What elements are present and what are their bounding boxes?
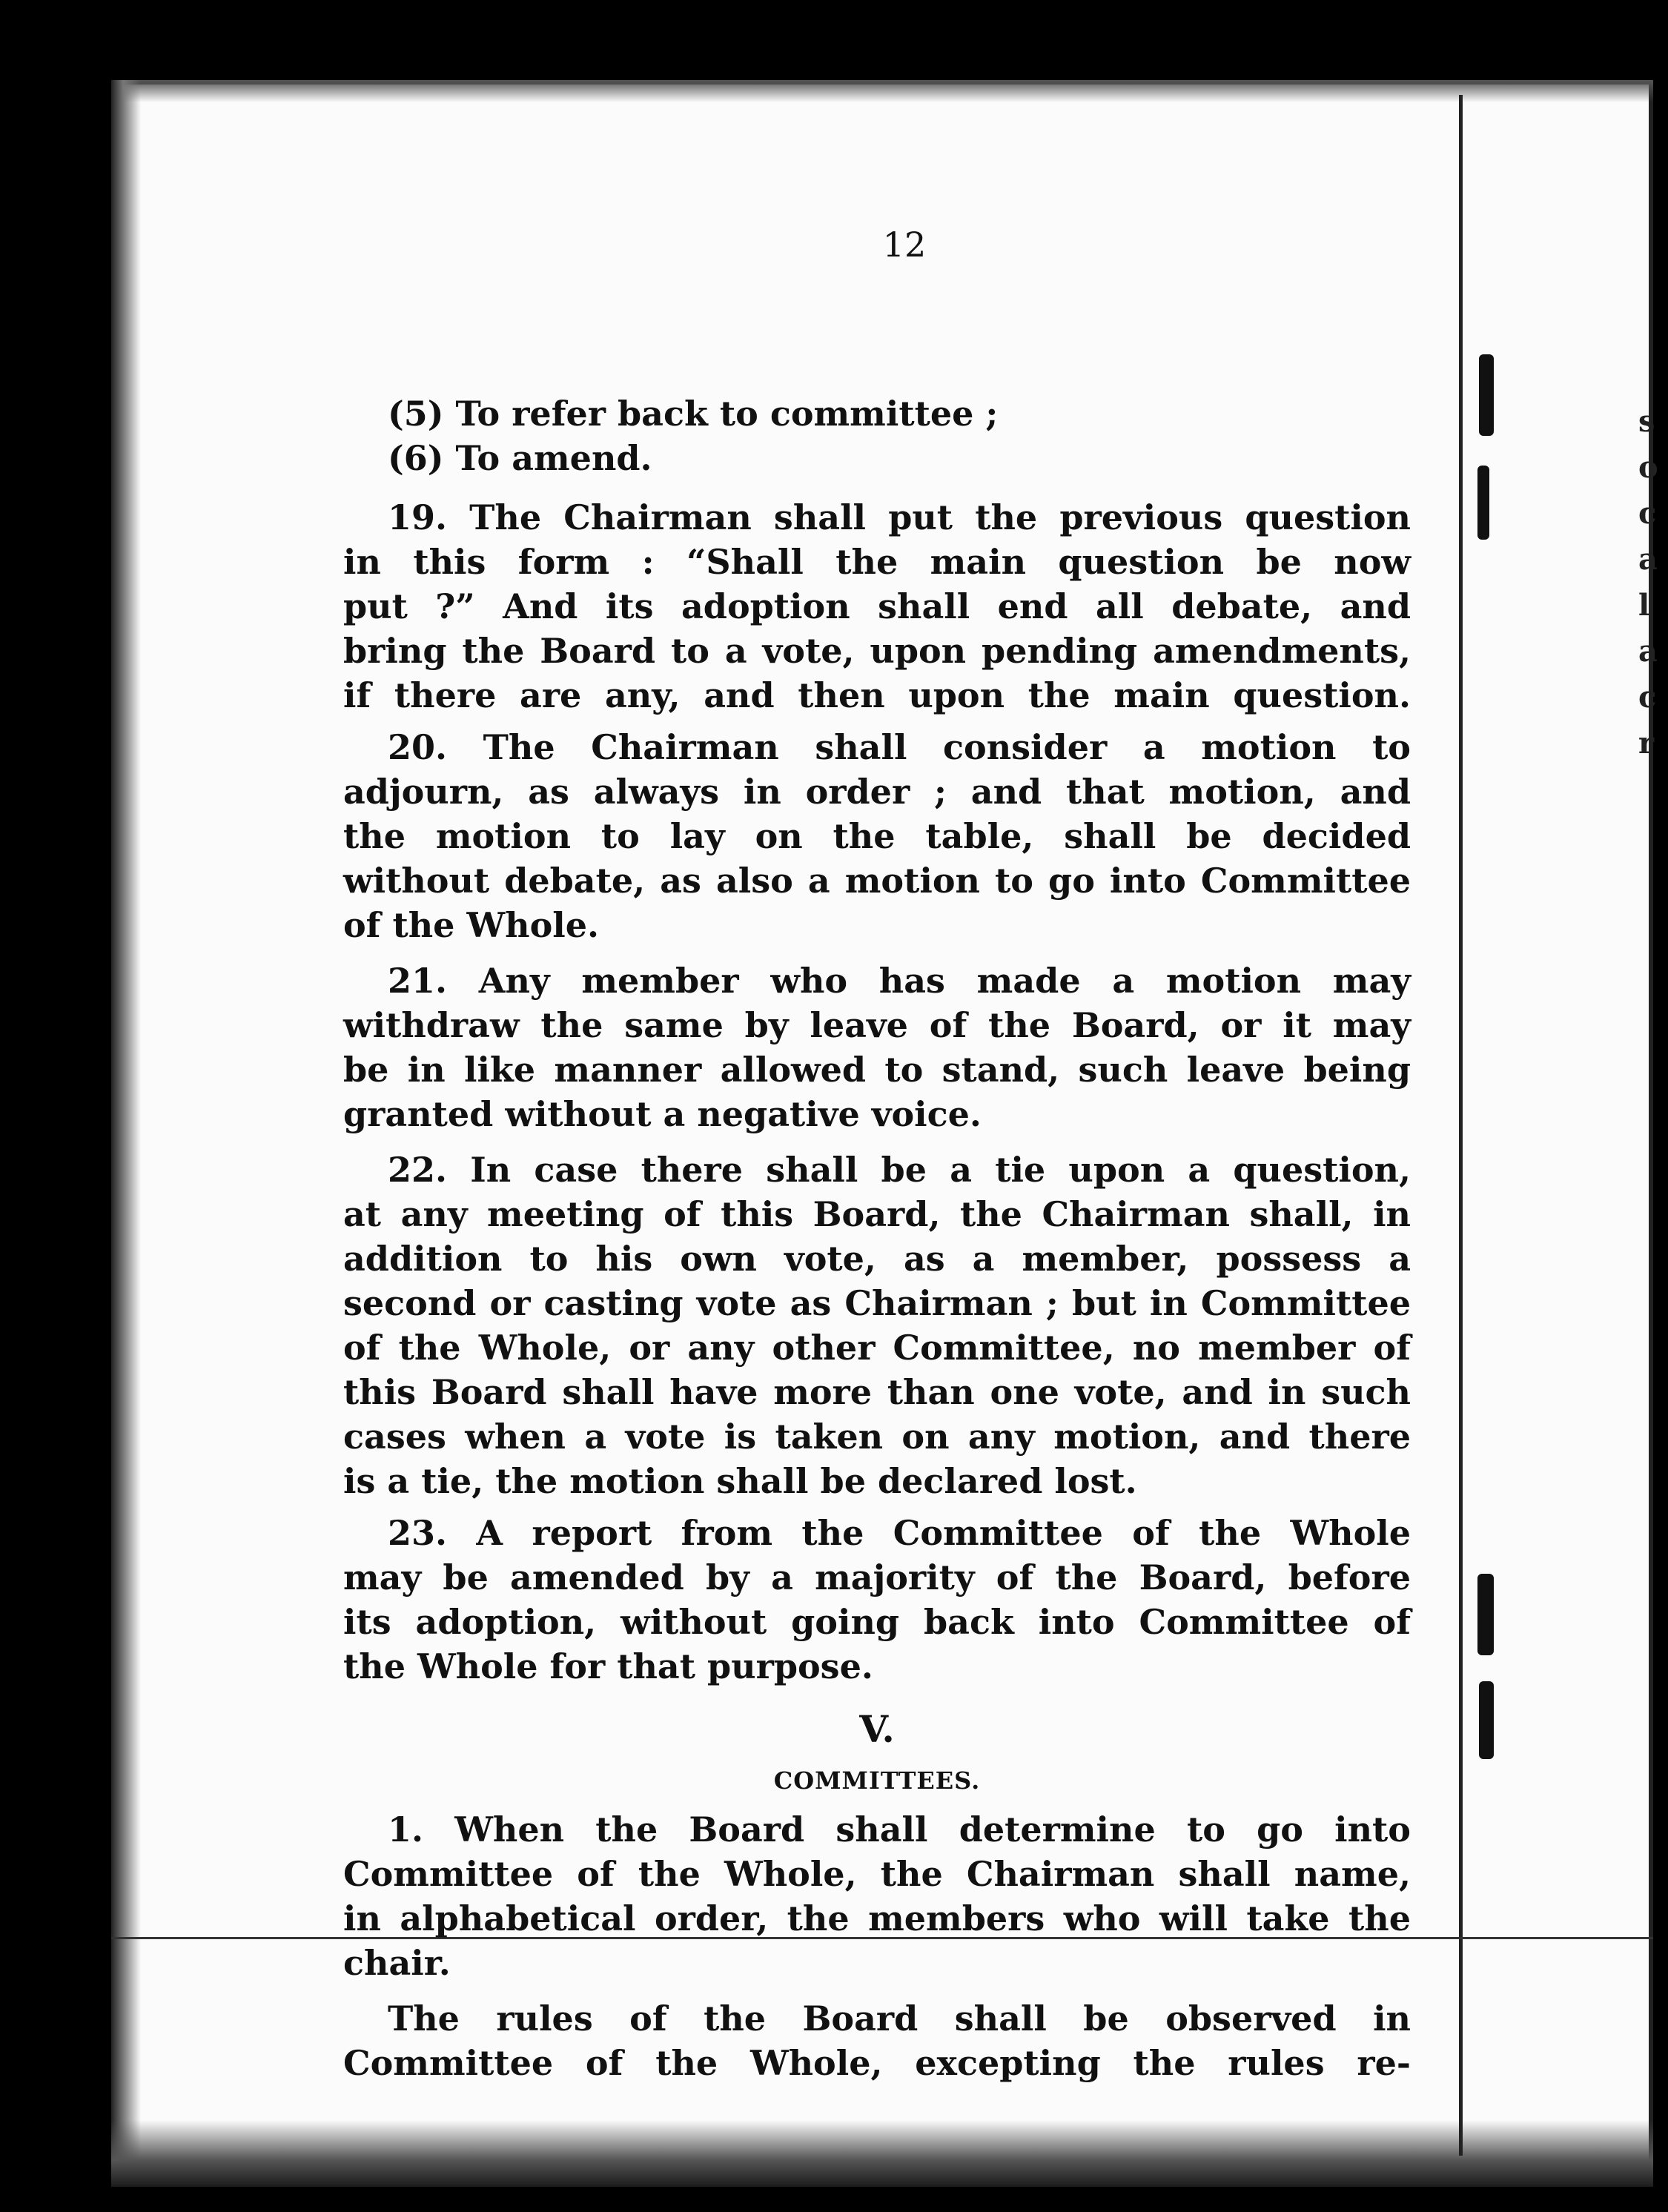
edge-letter: o xyxy=(1638,450,1658,485)
text-line: addition to his own vote, as a member, possess a xyxy=(343,1239,1411,1279)
scan-edge-left xyxy=(111,80,141,2187)
scan-edge-top xyxy=(111,80,1653,102)
text-line: in this form : “Shall the main question be now xyxy=(343,542,1411,582)
text-line: without debate, as also a motion to go into Committee xyxy=(343,861,1411,901)
text-line: chair. xyxy=(343,1943,451,1983)
text-line: cases when a vote is taken on any motion, and there xyxy=(343,1417,1411,1457)
scanned-page xyxy=(111,80,1658,2187)
text-line: is a tie, the motion shall be declared lost. xyxy=(343,1461,1137,1501)
edge-letter: c xyxy=(1638,680,1657,715)
binding-mark xyxy=(1479,1681,1494,1759)
edge-letter: a xyxy=(1638,542,1658,577)
text-line: 21. Any member who has made a motion may xyxy=(388,961,1411,1001)
text-line: 1. When the Board shall determine to go into xyxy=(388,1809,1411,1850)
text-line: be in like manner allowed to stand, such leave being xyxy=(343,1050,1411,1090)
edge-letter: l xyxy=(1638,588,1650,623)
text-line: 20. The Chairman shall consider a motion to xyxy=(388,727,1411,767)
page-number: 12 xyxy=(882,225,927,265)
text-line: 19. The Chairman shall put the previous question xyxy=(388,497,1411,537)
text-line: may be amended by a majority of the Board, before xyxy=(343,1557,1411,1597)
binding-mark xyxy=(1477,466,1489,540)
text-line: granted without a negative voice. xyxy=(343,1094,982,1134)
binding-marks xyxy=(1457,80,1516,2187)
facing-page-fragment xyxy=(1638,399,1668,766)
text-line: this Board shall have more than one vote, and in such xyxy=(343,1372,1411,1412)
text-line: withdraw the same by leave of the Board, or it may xyxy=(343,1005,1411,1045)
text-line: 23. A report from the Committee of the Whole xyxy=(388,1513,1411,1553)
text-line: the Whole for that purpose. xyxy=(343,1646,873,1686)
text-line: adjourn, as always in order ; and that motion, and xyxy=(343,772,1411,812)
text-line: of the Whole, or any other Committee, no member of xyxy=(343,1328,1411,1368)
edge-letter: a xyxy=(1638,634,1658,669)
text-line: in alphabetical order, the members who will take the xyxy=(343,1898,1411,1938)
text-line: bring the Board to a vote, upon pending amendments, xyxy=(343,631,1411,671)
text-line: (6) To amend. xyxy=(388,438,652,478)
text-line: if there are any, and then upon the main question. xyxy=(343,675,1411,715)
text-line: of the Whole. xyxy=(343,905,599,945)
text-line: Committee of the Whole, the Chairman shall name, xyxy=(343,1854,1411,1894)
edge-letter: s xyxy=(1638,404,1655,439)
text-line: The rules of the Board shall be observed in xyxy=(388,1999,1411,2039)
binding-mark xyxy=(1477,1574,1494,1655)
text-line: put ?” And its adoption shall end all debate, and xyxy=(343,586,1411,626)
text-line: its adoption, without going back into Committee of xyxy=(343,1602,1411,1642)
binding-mark xyxy=(1479,354,1494,436)
text-line: the motion to lay on the table, shall be decided xyxy=(343,816,1411,856)
text-line: Committee of the Whole, excepting the rules re- xyxy=(343,2043,1411,2083)
scan-edge-bottom xyxy=(111,2120,1653,2187)
text-line: 22. In case there shall be a tie upon a question, xyxy=(388,1150,1411,1190)
edge-letter: c xyxy=(1638,496,1657,531)
text-line: second or casting vote as Chairman ; but in Committee xyxy=(343,1283,1411,1323)
text-line: (5) To refer back to committee ; xyxy=(388,394,999,434)
section-number: V. xyxy=(859,1707,895,1751)
section-title: COMMITTEES. xyxy=(773,1766,981,1795)
edge-letter: r xyxy=(1638,726,1655,761)
text-line: at any meeting of this Board, the Chairman shall, in xyxy=(343,1194,1411,1234)
